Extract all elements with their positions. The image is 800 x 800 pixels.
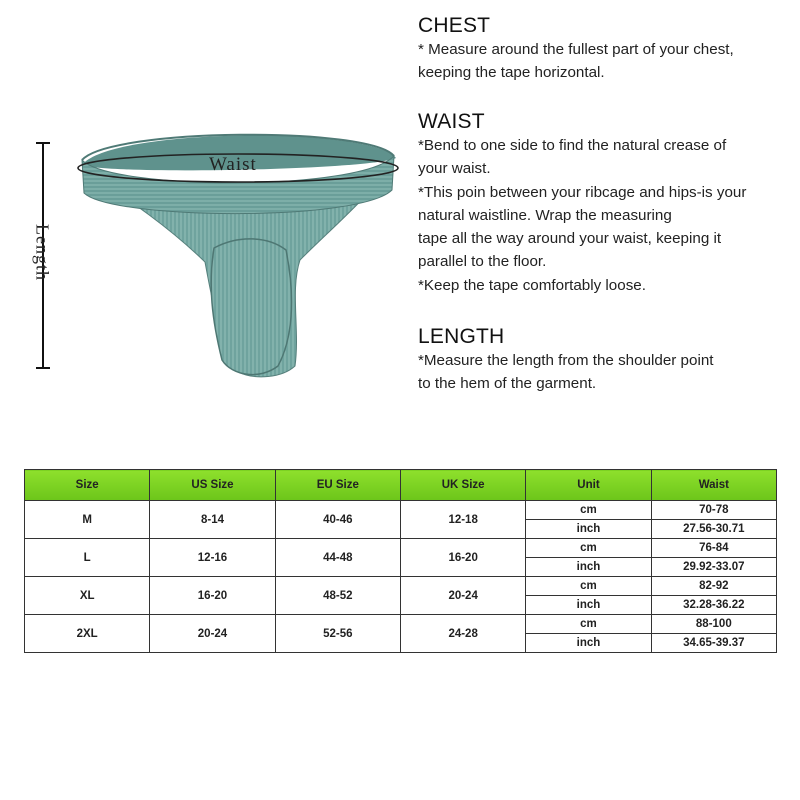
us-size-cell: 20-24 bbox=[150, 615, 275, 653]
waist-text-line: parallel to the floor. bbox=[418, 253, 547, 271]
length-text-line: *Measure the length from the shoulder point bbox=[418, 352, 714, 369]
chest-guide bbox=[418, 14, 788, 85]
uk-size-cell: 16-20 bbox=[400, 539, 525, 577]
table-row bbox=[25, 577, 777, 596]
unit-cell: inch bbox=[526, 596, 651, 615]
us-size-cell: 12-16 bbox=[150, 539, 275, 577]
header-waist: Waist bbox=[651, 470, 776, 501]
eu-size-cell: 40-46 bbox=[275, 501, 400, 539]
waist-text-line: tape all the way around your waist, keeping it bbox=[418, 230, 722, 248]
size-cell: M bbox=[25, 501, 150, 539]
header-us-size: US Size bbox=[150, 470, 275, 501]
unit-cell: inch bbox=[526, 520, 651, 539]
size-cell: XL bbox=[25, 577, 150, 615]
waist-cell: 34.65-39.37 bbox=[651, 634, 776, 653]
uk-size-cell: 20-24 bbox=[400, 577, 525, 615]
chest-title: CHEST bbox=[418, 14, 491, 37]
table-row bbox=[25, 539, 777, 558]
length-title: LENGTH bbox=[418, 325, 505, 348]
eu-size-cell: 48-52 bbox=[275, 577, 400, 615]
header-eu-size: EU Size bbox=[275, 470, 400, 501]
waist-cell: 70-78 bbox=[651, 501, 776, 520]
waist-label: Waist bbox=[209, 154, 257, 175]
waist-cell: 76-84 bbox=[651, 539, 776, 558]
us-size-cell: 8-14 bbox=[150, 501, 275, 539]
unit-cell: cm bbox=[526, 539, 651, 558]
waist-text-line: natural waistline. Wrap the measuring bbox=[418, 206, 672, 224]
garment-illustration bbox=[0, 100, 400, 400]
waist-cell: 88-100 bbox=[651, 615, 776, 634]
waist-text-line: *Bend to one side to find the natural crease of bbox=[418, 137, 727, 154]
table-row bbox=[25, 615, 777, 634]
unit-cell: cm bbox=[526, 501, 651, 520]
waist-cell: 32.28-36.22 bbox=[651, 596, 776, 615]
waist-cell: 82-92 bbox=[651, 577, 776, 596]
size-cell: 2XL bbox=[25, 615, 150, 653]
unit-cell: inch bbox=[526, 634, 651, 653]
us-size-cell: 16-20 bbox=[150, 577, 275, 615]
length-label: Length bbox=[32, 224, 53, 281]
uk-size-cell: 24-28 bbox=[400, 615, 525, 653]
unit-cell: cm bbox=[526, 615, 651, 634]
eu-size-cell: 52-56 bbox=[275, 615, 400, 653]
table-header-row bbox=[25, 470, 777, 501]
unit-cell: cm bbox=[526, 577, 651, 596]
waist-title: WAIST bbox=[418, 110, 485, 133]
chest-text-line: * Measure around the fullest part of your chest, bbox=[418, 41, 734, 58]
size-chart-table bbox=[24, 469, 777, 653]
uk-size-cell: 12-18 bbox=[400, 501, 525, 539]
eu-size-cell: 44-48 bbox=[275, 539, 400, 577]
length-text-line: to the hem of the garment. bbox=[418, 375, 597, 393]
length-guide bbox=[418, 325, 788, 396]
waist-cell: 29.92-33.07 bbox=[651, 558, 776, 577]
unit-cell: inch bbox=[526, 558, 651, 577]
header-uk-size: UK Size bbox=[400, 470, 525, 501]
waist-guide bbox=[418, 110, 788, 297]
header-unit: Unit bbox=[526, 470, 651, 501]
table-row bbox=[25, 501, 777, 520]
header-size: Size bbox=[25, 470, 150, 501]
waist-cell: 27.56-30.71 bbox=[651, 520, 776, 539]
waist-text-line: your waist. bbox=[418, 160, 491, 178]
chest-text-line: keeping the tape horizontal. bbox=[418, 64, 605, 82]
waist-text-line: *Keep the tape comfortably loose. bbox=[418, 276, 646, 294]
waist-text-line: *This poin between your ribcage and hips-is your bbox=[418, 183, 747, 201]
size-cell: L bbox=[25, 539, 150, 577]
